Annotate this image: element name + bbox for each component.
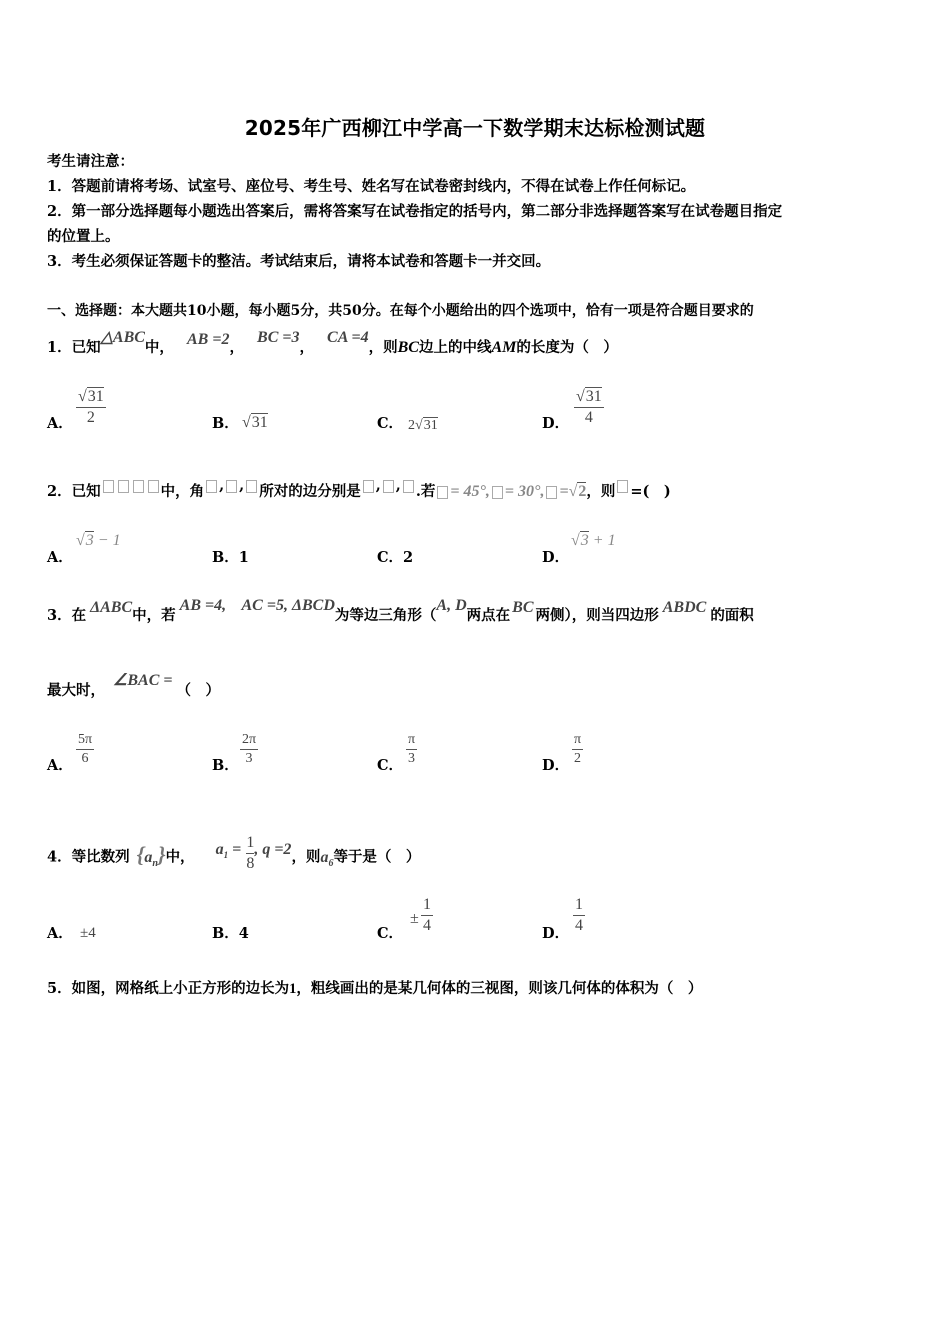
q4-d-num: 1 bbox=[575, 896, 583, 913]
q2-text: 所对的边分别是 bbox=[259, 483, 361, 500]
q2-cond-b: = 30°, bbox=[504, 483, 545, 500]
q3-option-a-value[interactable] bbox=[76, 732, 94, 767]
q3-text: （ ） bbox=[176, 682, 220, 699]
q3-number: 3．在 bbox=[47, 607, 87, 624]
q3-points: A, D bbox=[436, 597, 467, 614]
q1-bc-label: BC bbox=[397, 339, 419, 356]
q3-option-c-label[interactable]: C． bbox=[377, 757, 404, 774]
q3-bc: BC bbox=[512, 599, 534, 616]
q2-cond-a: = 45°, bbox=[450, 483, 490, 500]
q4-b-letter: B． bbox=[212, 925, 239, 942]
q2-cond-c-val: 2 bbox=[578, 483, 587, 500]
q2-d-val: 3 bbox=[580, 532, 589, 549]
question-5 bbox=[47, 979, 702, 999]
q1-d-num: 31 bbox=[585, 388, 602, 405]
q2-b-letter: B． bbox=[212, 549, 239, 566]
q2-text: .若 bbox=[415, 483, 436, 500]
q4-number: 4．等比数列 bbox=[47, 848, 130, 866]
q2-cond-c: = bbox=[559, 483, 569, 500]
notice-item-3: 3．考生必须保证答题卡的整洁。考试结束后，请将本试卷和答题卡一并交回。 bbox=[47, 253, 551, 270]
q4-a6: a bbox=[320, 848, 329, 866]
q4-eq: = bbox=[232, 840, 242, 858]
q1-option-b-value[interactable]: √31 bbox=[242, 414, 268, 431]
q1-text: 的长度为（ ） bbox=[516, 339, 618, 356]
q3-option-b-label[interactable]: B． bbox=[212, 757, 239, 774]
q4-option-c-value[interactable] bbox=[421, 896, 433, 935]
q4-option-d-label[interactable]: D． bbox=[542, 925, 570, 942]
q1-option-a-value[interactable]: √31 2 bbox=[78, 388, 104, 426]
q3-angle: ∠BAC = bbox=[113, 672, 173, 689]
q4-frac-num: 1 bbox=[246, 834, 255, 851]
notice-item-2: 2．第一部分选择题每小题选出答案后，需将答案写在试卷指定的括号内，第二部分非选择题答案写在试卷题目指定 bbox=[47, 203, 783, 220]
q3-d-num: π bbox=[574, 732, 582, 747]
q3-quad: ABDC bbox=[662, 599, 707, 616]
q2-option-a-label[interactable]: A． bbox=[47, 549, 73, 566]
q5-text: ，粗线画出的是某几何体的三视图，则该几何体的体积为（ ） bbox=[296, 980, 703, 997]
q4-b-val: 4 bbox=[238, 925, 249, 942]
q2-a-tail: − 1 bbox=[93, 532, 121, 549]
q4-seq-sub: n bbox=[152, 857, 158, 869]
q1-option-d-label[interactable]: D． bbox=[542, 415, 570, 432]
q3-c-den: 3 bbox=[408, 751, 416, 766]
q3-text: 最大时， bbox=[47, 682, 105, 699]
q1-number: 1．已知 bbox=[47, 339, 101, 356]
q2-c-val: 2 bbox=[403, 549, 414, 566]
q2-option-b-label[interactable] bbox=[212, 546, 249, 567]
q2-option-d-label[interactable]: D． bbox=[542, 549, 570, 566]
q2-option-a-value[interactable]: √3 − 1 bbox=[76, 532, 121, 549]
q3-c-num: π bbox=[408, 732, 416, 747]
q2-text: ，则 bbox=[586, 483, 616, 500]
q4-option-c-label[interactable]: C． bbox=[377, 925, 404, 942]
q3-b-den: 3 bbox=[245, 751, 253, 766]
q1-text: 中， bbox=[144, 339, 174, 356]
q3-text: 两点在 bbox=[466, 607, 511, 624]
q4-a6-sub: 6 bbox=[328, 857, 334, 869]
q4-option-d-value[interactable] bbox=[573, 896, 585, 935]
q4-text: ，则 bbox=[291, 848, 321, 866]
q4-d-den: 4 bbox=[575, 917, 583, 934]
q5-text: 5．如图，网格纸上小正方形的边长为 bbox=[47, 980, 290, 997]
q4-a1-sub: 1 bbox=[223, 849, 229, 860]
q1-bc: BC =3 bbox=[257, 329, 300, 346]
q3-b-num: 2π bbox=[242, 732, 257, 747]
question-4: 4．等比数列 $\{a_n\}$中， $a_1$ = $\frac{1}{8}$ , q =2，则$a_6$等于是（ ） bbox=[47, 834, 421, 872]
q2-d-tail: + 1 bbox=[588, 532, 616, 549]
q1-a-num: 31 bbox=[87, 388, 104, 405]
q1-option-d-value[interactable]: √31 4 bbox=[576, 388, 602, 426]
q4-frac-den: 8 bbox=[246, 855, 255, 872]
q2-text: 中，角 bbox=[160, 483, 205, 500]
q2-option-c-label[interactable] bbox=[377, 546, 413, 567]
q1-text: ，则 bbox=[368, 339, 398, 356]
q3-d-den: 2 bbox=[574, 751, 582, 766]
q4-a1: a bbox=[215, 840, 224, 858]
q3-option-c-value[interactable] bbox=[406, 732, 417, 767]
q3-condition: AB =4, AC =5, ΔBCD bbox=[179, 597, 335, 614]
q4-seq: a bbox=[144, 848, 153, 866]
page-title: 2025年广西柳江中学高一下数学期末达标检测试题 bbox=[244, 116, 706, 140]
q3-text: 两侧），则当四边形 bbox=[535, 607, 659, 624]
q4-option-a-value[interactable]: ±4 bbox=[80, 925, 96, 941]
notice-heading: 考生请注意： bbox=[47, 153, 134, 170]
question-3 bbox=[47, 597, 754, 626]
q1-text: 边上的中线 bbox=[418, 339, 492, 356]
section-heading: 一、选择题：本大题共10小题，每小题5分，共50分。在每个小题给出的四个选项中，恰有一项是符合题目要求的 bbox=[47, 303, 754, 319]
q3-option-d-label[interactable]: D． bbox=[542, 757, 570, 774]
q3-option-d-value[interactable] bbox=[572, 732, 583, 767]
q1-am-label: AM bbox=[491, 339, 517, 356]
q3-option-a-label[interactable]: A． bbox=[47, 757, 73, 774]
q1-d-den: 4 bbox=[584, 409, 593, 426]
q4-text: 中， bbox=[165, 848, 195, 866]
q2-number: 2．已知 bbox=[47, 483, 101, 500]
q3-text: 的面积 bbox=[710, 607, 754, 624]
q3-a-den: 6 bbox=[81, 751, 89, 766]
q1-sep: ， bbox=[299, 339, 314, 356]
q1-sep: ， bbox=[229, 339, 244, 356]
q4-option-c-pm: ± bbox=[410, 910, 419, 927]
question-1 bbox=[47, 329, 618, 358]
q1-c-val: 31 bbox=[423, 418, 438, 433]
q1-option-c-value[interactable]: 2√31 bbox=[408, 418, 438, 433]
q1-option-b-label[interactable]: B． bbox=[212, 415, 239, 432]
notice-item-1: 1．答题前请将考场、试室号、座位号、考生号、姓名写在试卷密封线内，不得在试卷上作任何标记。 bbox=[47, 178, 696, 195]
q1-option-c-label[interactable]: C． bbox=[377, 415, 404, 432]
q1-b-val: 31 bbox=[251, 414, 268, 431]
q3-triangle: ΔABC bbox=[90, 599, 133, 616]
q2-option-d-value[interactable]: √3 + 1 bbox=[571, 532, 616, 549]
q4-text: 等于是（ ） bbox=[333, 848, 421, 866]
q4-q: , q =2 bbox=[254, 840, 292, 858]
q2-a-val: 3 bbox=[85, 532, 94, 549]
q4-c-den: 4 bbox=[423, 917, 431, 934]
q3-a-num: 5π bbox=[78, 732, 93, 747]
q5-one: 1 bbox=[289, 981, 297, 997]
q4-option-a-label[interactable]: A． bbox=[47, 925, 73, 942]
q3-text: 为等边三角形（ bbox=[334, 607, 437, 624]
q2-text: =( ) bbox=[630, 483, 671, 500]
q1-ab: AB =2 bbox=[186, 331, 230, 348]
q3-option-b-value[interactable] bbox=[240, 732, 258, 767]
question-3-cont bbox=[47, 672, 220, 701]
q4-option-b-label[interactable] bbox=[212, 922, 249, 943]
q2-c-letter: C． bbox=[377, 549, 404, 566]
q1-c-coef: 2 bbox=[408, 418, 415, 433]
q3-text: 中，若 bbox=[132, 607, 176, 624]
q1-triangle: △ABC bbox=[100, 329, 145, 346]
notice-item-2-cont: 的位置上。 bbox=[47, 228, 120, 245]
q1-option-a-label[interactable]: A． bbox=[47, 415, 73, 432]
q2-b-val: 1 bbox=[238, 549, 249, 566]
question-2: 2．已知 中，角 , , 所对的边分别是 , , .若 = 45°, = 30°, =√2，则 =( ) bbox=[47, 477, 671, 500]
q1-a-den: 2 bbox=[86, 409, 95, 426]
q1-ca: CA =4 bbox=[327, 329, 369, 346]
q4-c-num: 1 bbox=[423, 896, 431, 913]
